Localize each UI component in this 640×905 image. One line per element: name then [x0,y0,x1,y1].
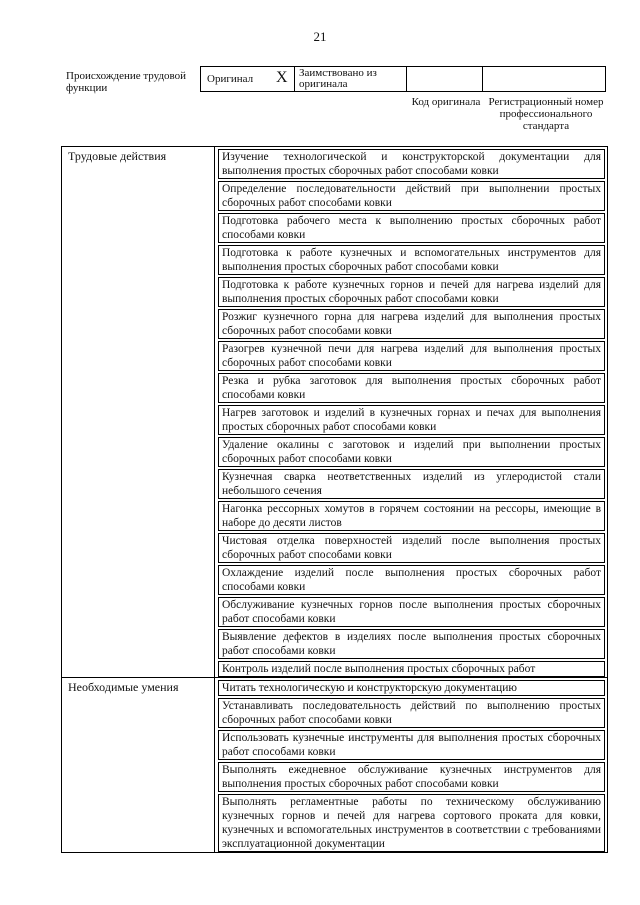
borrowed-cell [295,67,407,91]
original-code-cell [407,67,483,91]
list-item: Выполнять регламентные работы по техническому обслуживанию кузнечных горнов и печей для нагрева сортового проката для ковки, кузнечных и вспомогательных инструментов в соответствии с требованиями эксплуатационной документации [218,794,605,852]
original-mark: X [276,69,288,86]
code-caption: Код оригинала [411,96,481,108]
section-row-actions [62,147,608,678]
origin-box [200,66,606,92]
list-item: Обслуживание кузнечных горнов после выполнения простых сборочных работ способами ковки [218,597,605,627]
list-item: Определение последовательности действий при выполнении простых сборочных работ способами ковки [218,181,605,211]
list-item: Резка и рубка заготовок для выполнения простых сборочных работ способами ковки [218,373,605,403]
list-item: Удаление окалины с заготовок и изделий при выполнении простых сборочных работ способами ковки [218,437,605,467]
section-items [215,678,608,853]
section-title: Трудовые действия [62,147,215,678]
list-item: Подготовка к работе кузнечных горнов и печей для нагрева изделий для выполнения простых сборочных работ способами ковки [218,277,605,307]
list-item: Чистовая отделка поверхностей изделий после выполнения простых сборочных работ способами ковки [218,533,605,563]
original-cell [201,67,295,91]
reg-caption: Регистрационный номер профессионального стандарта [488,96,604,132]
section-title: Необходимые умения [62,678,215,853]
list-item: Читать технологическую и конструкторскую документацию [218,680,605,696]
list-item: Устанавливать последовательность действий по выполнению простых сборочных работ способами ковки [218,698,605,728]
list-item: Розжиг кузнечного горна для нагрева изделий для выполнения простых сборочных работ способами ковки [218,309,605,339]
list-item: Подготовка рабочего места к выполнению простых сборочных работ способами ковки [218,213,605,243]
functions-table [61,146,608,853]
page-number: 21 [313,29,327,44]
list-item: Изучение технологической и конструкторской документации для выполнения простых сборочных работ способами ковки [218,149,605,179]
borrowed-label: Заимствовано из оригинала [299,67,377,90]
list-item: Выявление дефектов в изделиях после выполнения простых сборочных работ способами ковки [218,629,605,659]
list-item: Выполнять ежедневное обслуживание кузнечных инструментов для выполнения простых сборочных работ способами ковки [218,762,605,792]
origin-label: Происхождение трудовой функции [66,70,187,94]
reg-number-cell [483,67,605,91]
original-label: Оригинал [207,73,254,85]
section-items [215,147,608,678]
list-item: Охлаждение изделий после выполнения простых сборочных работ способами ковки [218,565,605,595]
list-item: Использовать кузнечные инструменты для выполнения простых сборочных работ способами ковки [218,730,605,760]
list-item: Нагонка рессорных хомутов в горячем состоянии на рессоры, имеющие в наборе до десяти листов [218,501,605,531]
section-row-skills [62,678,608,853]
list-item: Разогрев кузнечной печи для нагрева изделий для выполнения простых сборочных работ способами ковки [218,341,605,371]
list-item: Подготовка к работе кузнечных и вспомогательных инструментов для выполнения простых сборочных работ способами ковки [218,245,605,275]
list-item: Контроль изделий после выполнения простых сборочных работ [218,661,605,677]
list-item: Нагрев заготовок и изделий в кузнечных горнах и печах для выполнения простых сборочных работ способами ковки [218,405,605,435]
list-item: Кузнечная сварка неответственных изделий из углеродистой стали небольшого сечения [218,469,605,499]
